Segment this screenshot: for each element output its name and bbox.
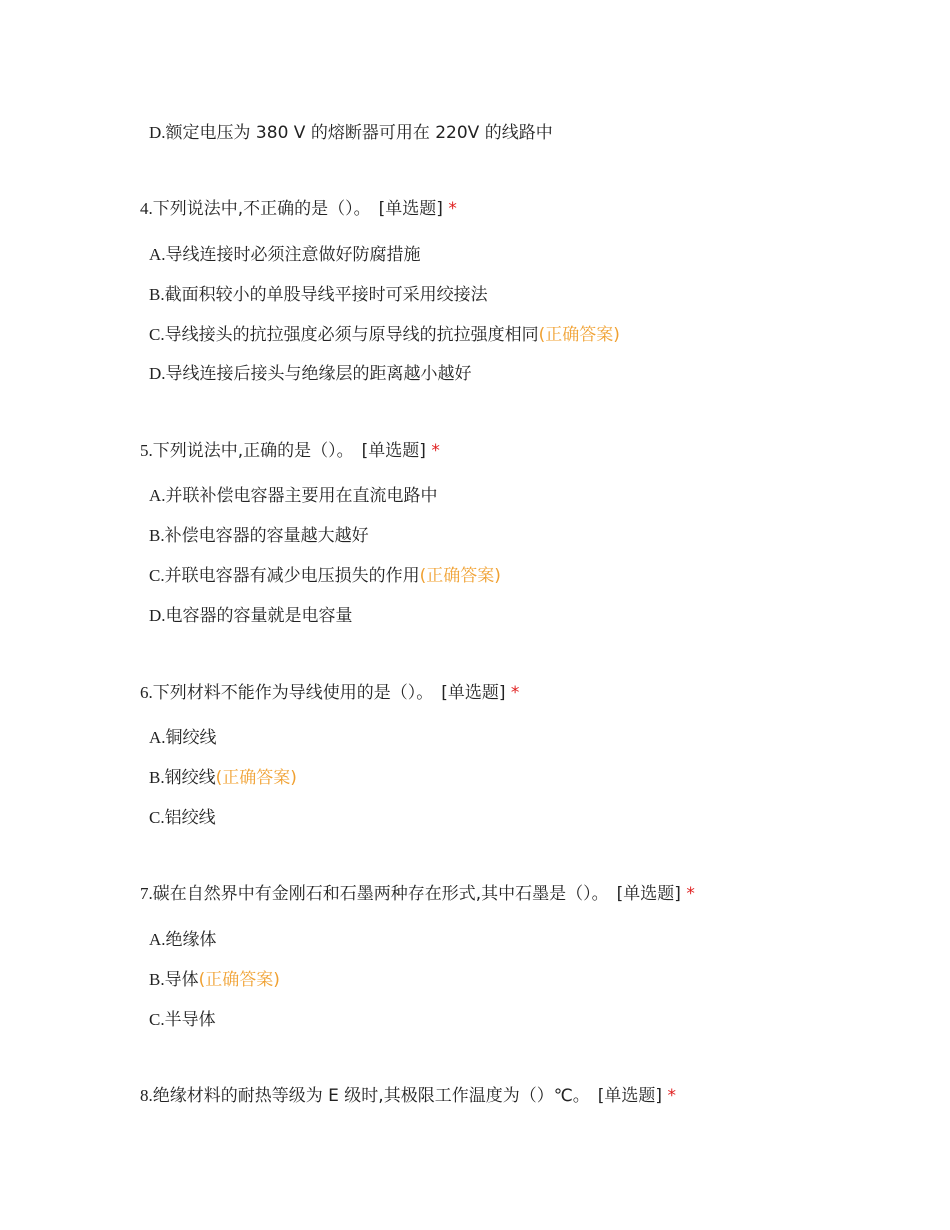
option-q6-a: A.铜绞线 — [149, 728, 217, 748]
required-mark: * — [448, 199, 457, 219]
required-mark: * — [686, 884, 695, 904]
required-mark: * — [667, 1086, 676, 1106]
correct-answer-label: (正确答案) — [198, 970, 280, 990]
option-q4-d: D.导线连接后接头与绝缘层的距离越小越好 — [149, 364, 472, 384]
question-title-4: 4.下列说法中,不正确的是（）。 [单选题] * — [140, 199, 457, 219]
option-q7-a: A.绝缘体 — [149, 930, 217, 950]
option-q6-b: B.钢绞线(正确答案) — [149, 768, 297, 788]
option-q3-d: D.额定电压为 380 V 的熔断器可用在 220V 的线路中 — [149, 123, 553, 143]
option-q4-c: C.导线接头的抗拉强度必须与原导线的抗拉强度相同(正确答案) — [149, 325, 620, 345]
option-q5-b: B.补偿电容器的容量越大越好 — [149, 526, 369, 546]
option-q5-a: A.并联补偿电容器主要用在直流电路中 — [149, 486, 438, 506]
required-mark: * — [510, 683, 520, 703]
question-title-6: 6.下列材料不能作为导线使用的是（）。 [单选题] * — [140, 683, 520, 703]
option-q5-d: D.电容器的容量就是电容量 — [149, 606, 353, 626]
correct-answer-label: (正确答案) — [419, 566, 501, 586]
correct-answer-label: (正确答案) — [538, 325, 620, 345]
question-title-8: 8.绝缘材料的耐热等级为 E 级时,其极限工作温度为（）℃。 [单选题] * — [140, 1086, 676, 1106]
required-mark: * — [431, 441, 440, 461]
correct-answer-label: (正确答案) — [215, 768, 297, 788]
question-title-5: 5.下列说法中,正确的是（）。 [单选题] * — [140, 441, 440, 461]
option-q4-a: A.导线连接时必须注意做好防腐措施 — [149, 245, 421, 265]
option-q6-c: C.铝绞线 — [149, 808, 216, 828]
option-q4-b: B.截面积较小的单股导线平接时可采用绞接法 — [149, 285, 488, 305]
option-q7-c: C.半导体 — [149, 1010, 216, 1030]
question-title-7: 7.碳在自然界中有金刚石和石墨两种存在形式,其中石墨是（）。 [单选题] * — [140, 884, 695, 904]
option-q7-b: B.导体(正确答案) — [149, 970, 280, 990]
option-q5-c: C.并联电容器有减少电压损失的作用(正确答案) — [149, 566, 501, 586]
